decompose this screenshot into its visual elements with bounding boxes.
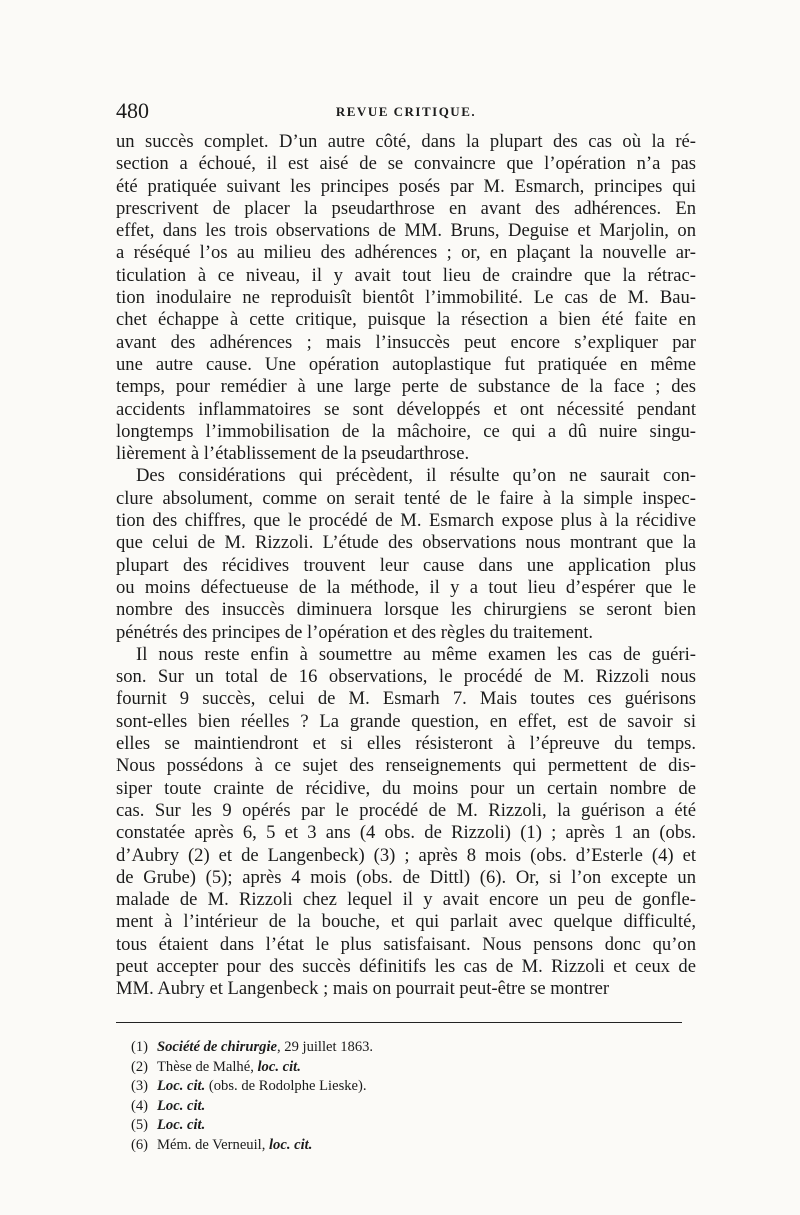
text-line: un succès complet. D’un autre côté, dans la plupart des cas où la ré- (116, 131, 696, 152)
text-line: effet, dans les trois observations de MM. Bruns, Deguise et Marjolin, on (116, 220, 696, 242)
footnote-number: (3) (131, 1078, 149, 1094)
text-line: été pratiquée suivant les principes posés par M. Esmarch, principes qui (116, 175, 696, 197)
text-line: Il nous reste enfin à soumettre au même examen les cas de guéri- (136, 643, 696, 665)
text-line: clure absolument, comme on serait tenté de le faire à la simple inspec- (116, 487, 696, 509)
text-line: une autre cause. Une opération autoplastique fut pratiquée en même (116, 353, 696, 375)
footnote (131, 1038, 651, 1058)
text-line: temps, pour remédier à une large perte de substance de la face ; des (116, 376, 696, 398)
text-line: section a échoué, il est aisé de se convaincre que l’opération n’a pas (116, 153, 696, 175)
footnote-number: (1) (131, 1039, 149, 1055)
footnotes (131, 1038, 651, 1155)
text-line: MM. Aubry et Langenbeck ; mais on pourrait peut-être se montrer (116, 978, 610, 1000)
running-head: REVUE CRITIQUE. (335, 104, 477, 119)
footnote-reference: Société de chirurgie (157, 1039, 277, 1055)
footnote (131, 1058, 651, 1078)
footnote-number: (5) (131, 1117, 149, 1133)
text-line: nombre des insuccès diminuera lorsque les chirurgiens se seront bien (116, 599, 696, 621)
footnote-number: (6) (131, 1136, 149, 1153)
footnote-detail: (obs. de Rodolphe Lieske). (205, 1078, 367, 1094)
text-line: son. Sur un total de 16 observations, le procédé de M. Rizzoli nous (116, 666, 696, 688)
body-text (116, 131, 696, 1001)
text-line: fournit 9 succès, celui de M. Esmarh 7. Mais toutes ces guérisons (116, 688, 696, 710)
footnote (131, 1077, 651, 1097)
footnote (131, 1116, 651, 1136)
text-line: tion des chiffres, que le procédé de M. Esmarch expose plus à la récidive (116, 510, 696, 532)
text-line: ticulation à ce niveau, il y avait tout lieu de craindre que la rétrac- (116, 264, 696, 286)
footnote-detail: , 29 juillet 1863. (276, 1039, 374, 1055)
page-header (116, 96, 696, 126)
text-line: a réséqué l’os au milieu des adhérences ; or, en plaçant la nouvelle ar- (116, 242, 696, 264)
text-line: tous étaient dans l’état le plus satisfaisant. Nous pensons donc qu’on (116, 933, 696, 955)
page-number: 480 (116, 98, 149, 123)
footnote-reference: Thèse de Malhé, (157, 1058, 258, 1075)
footnote (131, 1136, 651, 1156)
footnote-reference: Loc. cit. (157, 1078, 206, 1094)
text-line: malade de M. Rizzoli chez lequel il y avait encore un peu de gonfle- (116, 889, 696, 911)
text-line: de Grube) (5); après 4 mois (obs. de Dittl) (6). Or, si l’on excepte un (116, 866, 696, 888)
text-line: Nous possédons à ce sujet des renseignements qui permettent de dis- (116, 755, 696, 777)
footnote-rule (116, 1022, 682, 1023)
text-line: Des considérations qui précèdent, il résulte qu’on ne saurait con- (136, 465, 696, 487)
text-line: constatée après 6, 5 et 3 ans (4 obs. de Rizzoli) (1) ; après 1 an (obs. (116, 822, 696, 844)
text-line: que celui de M. Rizzoli. L’étude des observations nous montrant que la (116, 532, 696, 554)
text-line: longtemps l’immobilisation de la mâchoire, ce qui a dû nuire singu- (116, 420, 696, 442)
text-line: chet échappe à cette critique, puisque la résection a bien été faite en (116, 309, 696, 331)
text-line: ment à l’intérieur de la bouche, et qui parlait avec quelque difficulté, (116, 911, 696, 933)
footnote-number: (2) (131, 1058, 149, 1075)
text-line: accidents inflammatoires se sont développés et ont nécessité pendant (116, 398, 696, 420)
text-line: lièrement à l’établissement de la pseudarthrose. (116, 443, 470, 465)
text-line: avant des adhérences ; mais l’insuccès peut encore s’expliquer par (116, 331, 696, 353)
footnote-detail: loc. cit. (257, 1058, 301, 1075)
text-line: siper toute crainte de récidive, du moins pour un certain nombre de (116, 777, 696, 799)
text-line: tion inodulaire ne reproduisît bientôt l’immobilité. Le cas de M. Bau- (116, 287, 696, 309)
footnote-reference: Loc. cit. (157, 1117, 206, 1133)
text-line: plupart des récidives trouvent leur cause dans une application plus (116, 554, 696, 576)
footnote-number: (4) (131, 1097, 149, 1114)
text-line: d’Aubry (2) et de Langenbeck) (3) ; après 8 mois (obs. d’Esterle (4) et (116, 844, 696, 866)
footnote-reference: Loc. cit. (157, 1097, 206, 1114)
footnote-reference: Mém. de Verneuil, (157, 1136, 269, 1153)
text-line: pénétrés des principes de l’opération et des règles du traitement. (116, 621, 594, 643)
text-line: prescrivent de placer la pseudarthrose en avant des adhérences. En (116, 197, 696, 219)
footnote (131, 1097, 651, 1117)
text-line: peut accepter pour des succès définitifs les cas de M. Rizzoli et ceux de (116, 955, 696, 977)
text-line: sont-elles bien réelles ? La grande question, en effet, est de savoir si (116, 710, 696, 732)
footnote-detail: loc. cit. (269, 1136, 313, 1153)
text-line: cas. Sur les 9 opérés par le procédé de M. Rizzoli, la guérison a été (116, 799, 696, 821)
text-line: elles se maintiendront et si elles résisteront à l’épreuve du temps. (116, 733, 696, 755)
text-line: ou moins défectueuse de la méthode, il y a tout lieu d’espérer que le (116, 576, 696, 598)
